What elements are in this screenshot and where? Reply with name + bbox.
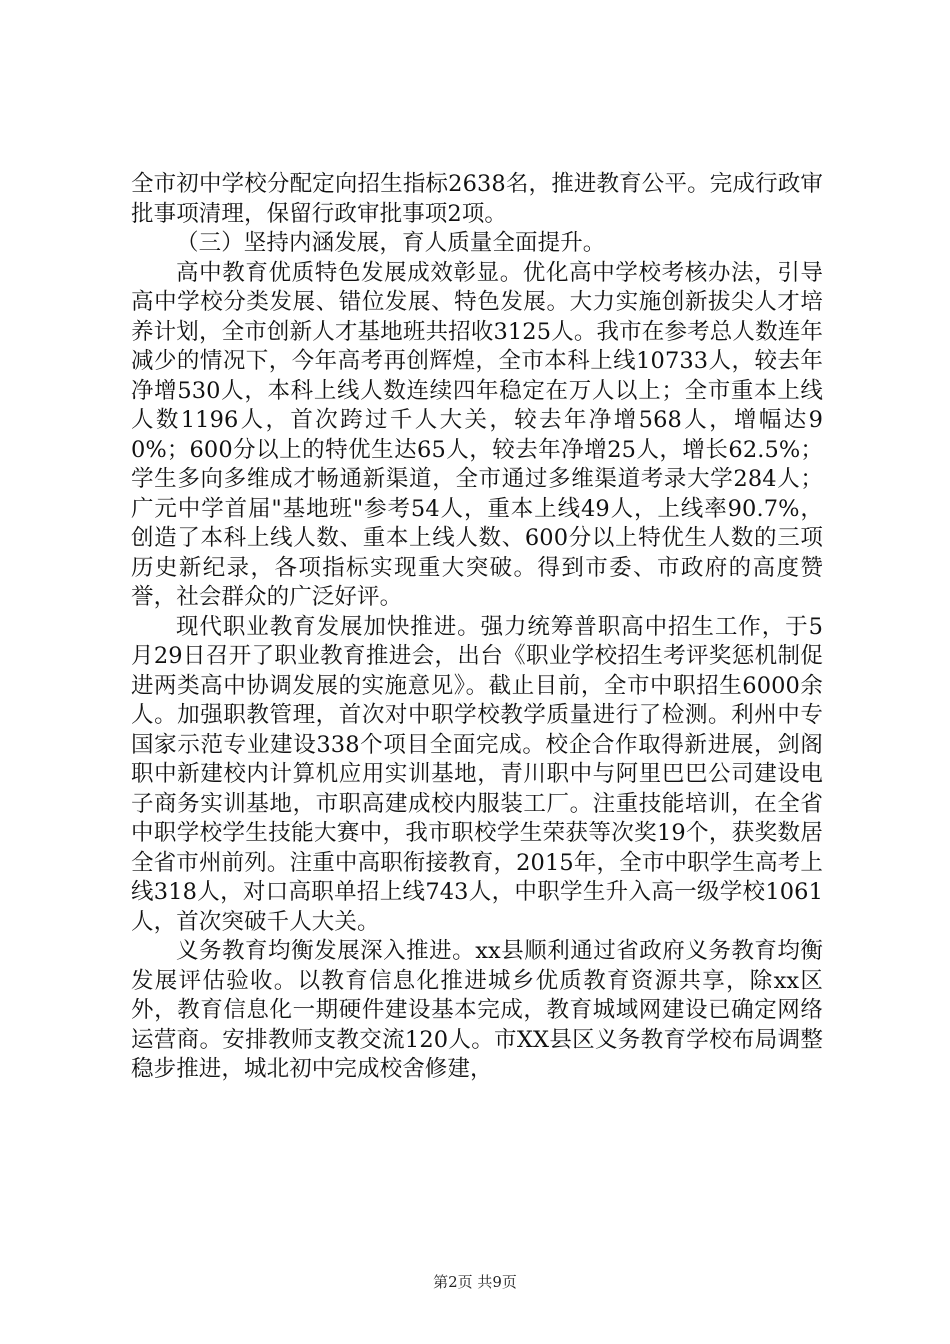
paragraph-compulsory: 义务教育均衡发展深入推进。xx县顺利通过省政府义务教育均衡发展评估验收。以教育信息化推进城乡优质教育资源共享，除xx区外，教育信息化一期硬件建设基本完成，教育城域网建设已确定网络运营商。安排教师支教交流120人。市XX县区义务教育学校布局调整稳步推进，城北初中完成校舍修建， bbox=[131, 938, 823, 1082]
paragraph-high-school: 高中教育优质特色发展成效彰显。优化高中学校考核办法，引导高中学校分类发展、错位发展、特色发展。大力实施创新拔尖人才培养计划，全市创新人才基地班共招收3125人。我市在参考总人数连年减少的情况下，今年高考再创辉煌，全市本科上线10733人，较去年净增530人，本科上线人数连续四年稳定在万人以上；全市重本上线人数1196人，首次跨过千人大关，较去年净增568人，增幅达90%；600分以上的特优生达65人，较去年净增25人，增长62.5%；学生多向多维成才畅通新渠道，全市通过多维渠道考录大学284人；广元中学首届"基地班"参考54人，重本上线49人，上线率90.7%，创造了本科上线人数、重本上线人数、600分以上特优生人数的三项历史新纪录，各项指标实现重大突破。得到市委、市政府的高度赞誉，社会群众的广泛好评。 bbox=[131, 259, 823, 610]
paragraph-vocational: 现代职业教育发展加快推进。强力统筹普职高中招生工作，于5月29日召开了职业教育推进会，出台《职业学校招生考评奖惩机制促进两类高中协调发展的实施意见》。截止目前，全市中职招生6000余人。加强职教管理，首次对中职学校教学质量进行了检测。利州中专国家示范专业建设338个项目全面完成。校企合作取得新进展，剑阁职中新建校内计算机应用实训基地，青川职中与阿里巴巴公司建设电子商务实训基地，市职高建成校内服装工厂。注重技能培训，在全省中职学校学生技能大赛中，我市职校学生荣获等次奖19个，获奖数居全省市州前列。注重中高职衔接教育，2015年，全市中职学生高考上线318人，对口高职单招上线743人，中职学生升入高一级学校1061人，首次突破千人大关。 bbox=[131, 613, 823, 935]
section-heading-3: （三）坚持内涵发展，育人质量全面提升。 bbox=[176, 230, 606, 256]
paragraph-continued: 全市初中学校分配定向招生指标2638名，推进教育公平。完成行政审批事项清理，保留行政审批事项2项。 bbox=[131, 171, 823, 227]
document-body bbox=[131, 170, 823, 1085]
page-footer: 第2页 共9页 bbox=[433, 1273, 517, 1291]
